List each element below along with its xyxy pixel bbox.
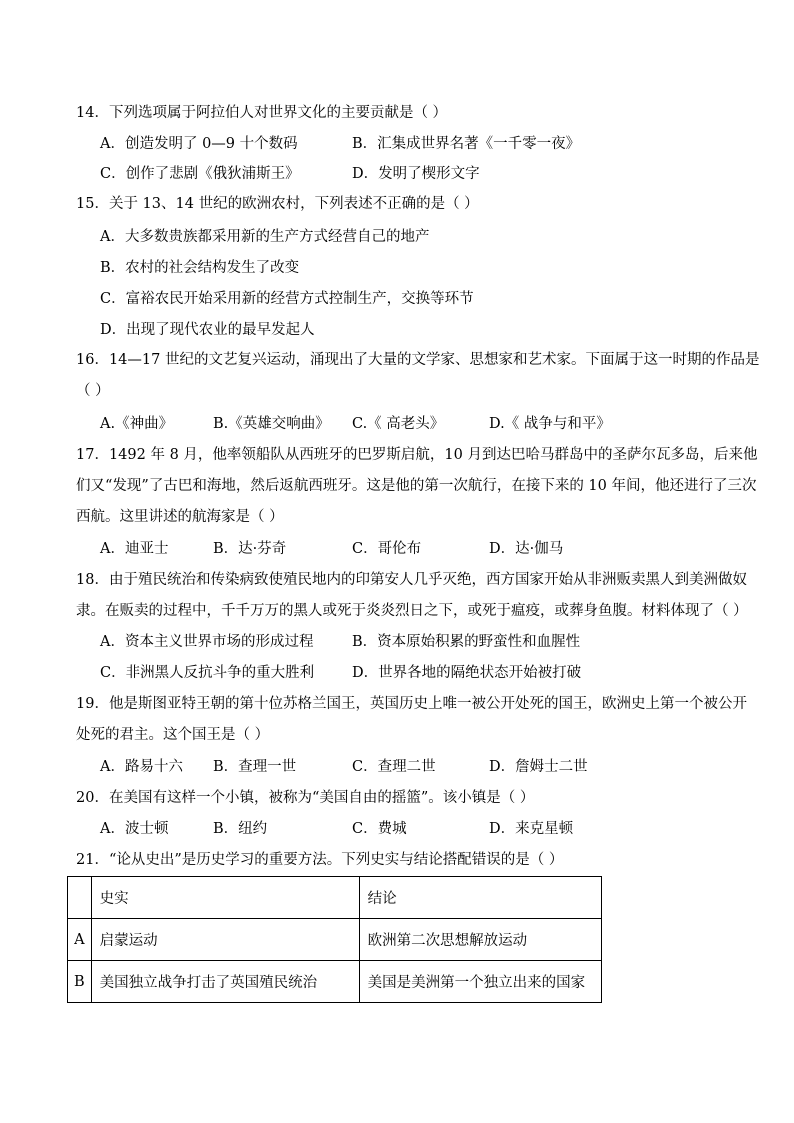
question-19-stem-line2: 处死的君主。这个国王是（ ） xyxy=(76,727,270,743)
table-cell-conclusion: 美国是美洲第一个独立出来的国家 xyxy=(359,961,601,1003)
question-17-stem-line3: 西航。这里讲述的航海家是（ ） xyxy=(76,509,284,525)
question-15-stem: 15．关于 13、14 世纪的欧洲农村，下列表述不正确的是（ ） xyxy=(76,196,479,212)
table-cell-conclusion: 欧洲第二次思想解放运动 xyxy=(359,919,601,961)
question-20-option-a: A．波士顿 xyxy=(100,821,169,837)
question-15-option-b: B．农村的社会结构发生了改变 xyxy=(100,260,300,276)
question-16-stem-line2: （ ） xyxy=(76,383,110,399)
table-row xyxy=(68,961,602,1003)
question-17-stem-line2: 们又“发现”了古巴和海地，然后返航西班牙。这是他的第一次航行，在接下来的 10 年间，他还进行了三次 xyxy=(76,478,757,494)
question-16-option-d: D.《 战争与和平》 xyxy=(489,416,611,432)
question-18-option-c: C．非洲黑人反抗斗争的重大胜利 xyxy=(100,665,315,681)
question-20-option-b: B．纽约 xyxy=(213,821,268,837)
question-14-stem: 14．下列选项属于阿拉伯人对世界文化的主要贡献是（ ） xyxy=(76,105,448,121)
question-18-option-d: D．世界各地的隔绝状态开始被打破 xyxy=(352,665,582,681)
table-header-row xyxy=(68,877,602,919)
table-row xyxy=(68,919,602,961)
question-18-stem-line2: 隶。在贩卖的过程中，千千万万的黑人或死于炎炎烈日之下，或死于瘟疫，或葬身鱼腹。材料体现了（ ） xyxy=(76,603,748,619)
table-cell-key: A xyxy=(68,919,92,961)
question-15-option-a: A．大多数贵族都采用新的生产方式经营自己的地产 xyxy=(100,229,430,245)
question-16-option-c: C.《 高老头》 xyxy=(352,416,445,432)
question-19-option-a: A．路易十六 xyxy=(100,759,183,775)
question-21-table xyxy=(67,876,602,1003)
question-17-option-d: D．达·伽马 xyxy=(489,541,564,557)
question-19-stem-line1: 19．他是斯图亚特王朝的第十位苏格兰国王，英国历史上唯一被公开处死的国王，欧洲史上第一个被公开 xyxy=(76,696,747,712)
question-17-option-c: C．哥伦布 xyxy=(352,541,422,557)
question-20-option-c: C．费城 xyxy=(352,821,407,837)
question-18-option-a: A．资本主义世界市场的形成过程 xyxy=(100,634,314,650)
question-16-stem-line1: 16．14—17 世纪的文艺复兴运动，涌现出了大量的文学家、思想家和艺术家。下面属于这一时期的作品是 xyxy=(76,352,760,368)
question-16-option-b: B.《英雄交响曲》 xyxy=(213,416,330,432)
question-16-option-a: A.《神曲》 xyxy=(100,416,174,432)
question-18-option-b: B．资本原始积累的野蛮性和血腥性 xyxy=(352,634,581,650)
table-cell-fact: 美国独立战争打击了英国殖民统治 xyxy=(91,961,359,1003)
table-cell-fact: 启蒙运动 xyxy=(91,919,359,961)
question-15-option-d: D．出现了现代农业的最早发起人 xyxy=(100,322,315,338)
table-header-fact: 史实 xyxy=(91,877,359,919)
table-cell-key: B xyxy=(68,961,92,1003)
question-19-option-d: D．詹姆士二世 xyxy=(489,759,588,775)
question-14-option-d: D．发明了楔形文字 xyxy=(352,166,480,182)
question-17-option-a: A．迪亚士 xyxy=(100,541,169,557)
question-17-stem-line1: 17．1492 年 8 月，他率领船队从西班牙的巴罗斯启航，10 月到达巴哈马群岛中的圣萨尔瓦多岛，后来他 xyxy=(76,447,758,463)
question-20-stem: 20．在美国有这样一个小镇，被称为“美国自由的摇篮”。该小镇是（ ） xyxy=(76,790,535,806)
question-21-stem: 21．“论从史出”是历史学习的重要方法。下列史实与结论搭配错误的是（ ） xyxy=(76,852,564,868)
table-header-key xyxy=(68,877,92,919)
question-20-option-d: D．来克星顿 xyxy=(489,821,574,837)
question-14-option-b: B．汇集成世界名著《一千零一夜》 xyxy=(352,136,581,152)
question-14-option-c: C．创作了悲剧《俄狄浦斯王》 xyxy=(100,166,300,182)
question-14-option-a: A．创造发明了 0—9 十个数码 xyxy=(100,136,298,152)
question-19-option-b: B．查理一世 xyxy=(213,759,297,775)
question-15-option-c: C．富裕农民开始采用新的经营方式控制生产，交换等环节 xyxy=(100,291,474,307)
question-17-option-b: B．达·芬奇 xyxy=(213,541,287,557)
question-19-option-c: C．查理二世 xyxy=(352,759,436,775)
question-18-stem-line1: 18．由于殖民统治和传染病致使殖民地内的印第安人几乎灭绝，西方国家开始从非洲贩卖黑人到美洲做奴 xyxy=(76,572,747,588)
table-header-conclusion: 结论 xyxy=(359,877,601,919)
